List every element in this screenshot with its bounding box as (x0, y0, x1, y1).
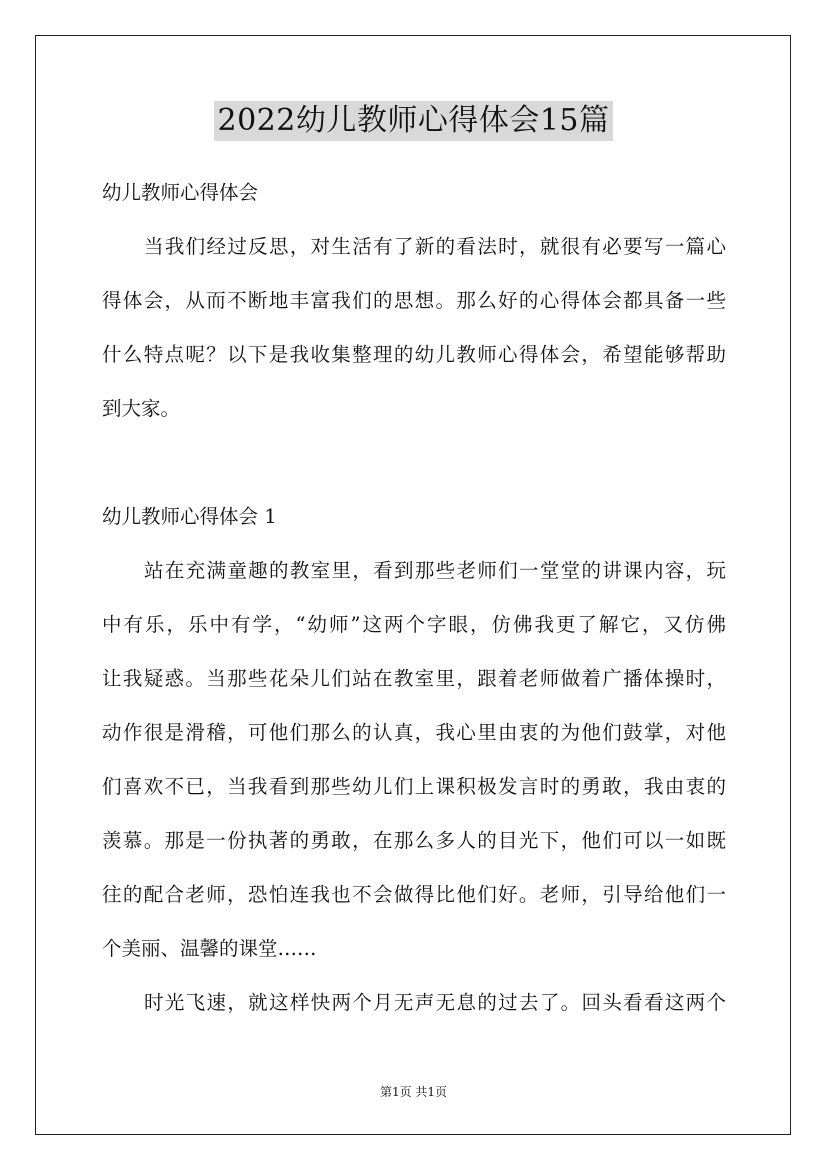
paragraph-line: 们喜欢不已，当我看到那些幼儿们上课积极发言时的勇敢，我由衷的 (102, 775, 726, 798)
paragraph-line: 当我们经过反思，对生活有了新的看法时，就很有必要写一篇心 (144, 235, 726, 258)
section-heading: 幼儿教师心得体会 1 (102, 505, 277, 528)
document-title: 2022幼儿教师心得体会15篇 (214, 101, 612, 141)
paragraph-line: 动作很是滑稽，可他们那么的认真，我心里由衷的为他们鼓掌，对他 (102, 721, 726, 744)
paragraph-line: 个美丽、温馨的课堂…… (102, 937, 317, 960)
spacer (102, 444, 726, 498)
page-footer: 第1页 共1页 (379, 1085, 448, 1099)
section-heading: 幼儿教师心得体会 (102, 181, 259, 204)
document-body (102, 174, 726, 1038)
paragraph-line: 时光飞速，就这样快两个月无声无息的过去了。回头看看这两个 (144, 991, 726, 1014)
paragraph-line: 到大家。 (102, 397, 181, 420)
paragraph-line: 让我疑惑。当那些花朵儿们站在教室里，跟着老师做着广播体操时， (102, 667, 726, 690)
paragraph-line: 中有乐，乐中有学，“幼师”这两个字眼，仿佛我更了解它，又仿佛 (102, 613, 726, 636)
paragraph-line: 什么特点呢？以下是我收集整理的幼儿教师心得体会，希望能够帮助 (102, 343, 726, 366)
paragraph-line: 往的配合老师，恐怕连我也不会做得比他们好。老师，引导给他们一 (102, 883, 726, 906)
paragraph-line: 得体会，从而不断地丰富我们的思想。那么好的心得体会都具备一些 (102, 289, 726, 312)
paragraph-line: 羡慕。那是一份执著的勇敢，在那么多人的目光下，他们可以一如既 (102, 829, 726, 852)
paragraph-line: 站在充满童趣的教室里，看到那些老师们一堂堂的讲课内容，玩 (144, 559, 726, 582)
title-container (0, 101, 827, 141)
